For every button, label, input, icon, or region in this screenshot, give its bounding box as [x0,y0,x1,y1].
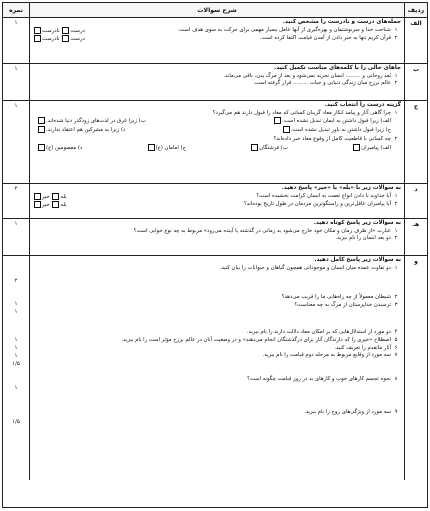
section-score: ۱ [14,221,18,227]
question-score: ۱ [14,309,18,315]
no-checkbox[interactable] [34,193,41,200]
section-title: جمله‌های درست و نادرست را مشخص کنید. [282,19,401,25]
question-item: ۵ اصطلاح «خیری را که دارندگان آثار برای درگذشتگان انجام می‌دهند» و در وضعیت آنان در عالم برزخ مؤثر است را نام ببرید. [121,336,398,343]
section-title: جاهای خالی را با کلمه‌های مناسب تکمیل کنید. [274,65,401,71]
section-dal [3,184,427,219]
section-letter: ج [404,101,427,183]
section-title: گزینه درست را انتخاب کنید. [324,102,401,108]
option-c: ج) امامان (ع) [155,144,186,151]
question-item: ۳ ترسیدن خداپرستان از مرگ به چه معناست؟ [294,301,398,308]
true-checkbox[interactable] [62,35,69,42]
option-a: الف) پیامبران [361,144,391,151]
option-c: ج) زیرا قبول داشتن به باور تبدیل نشده است. [290,126,391,133]
exam-sheet [2,2,428,508]
option-checkbox[interactable] [148,144,155,151]
section-score: ۱ [14,103,18,109]
option-checkbox[interactable] [353,144,360,151]
section-alef [3,18,427,64]
question-item: ۲ چه کسانی با قاطعیت کامل از وقوع معاد خبر داده‌اند؟ [273,136,398,143]
question-score: ۱/۵ [12,419,20,425]
section-letter: و [404,256,427,480]
section-title: به سوالات زیر پاسخ کامل دهید. [314,257,401,263]
section-title: به سوالات زیر با «بله» یا «خیر» پاسخ دهید. [281,185,401,191]
question-item: ۴ دو مورد از استدلال‌هایی که بر امکان معاد دلالت دارند را نام ببرید. [246,329,398,336]
question-score: ۱ [14,337,18,343]
option-checkbox[interactable] [251,144,258,151]
section-score: ۲ [14,186,18,192]
question-item: ۱ بُعد روحانی و ......... انسان تجزیه نمی‌شود و بعد از مرگ بدن، باقی می‌ماند. [223,72,398,79]
question-item: ۶ آثار ماتقدم را تعریف کنید. [334,344,398,351]
yes-checkbox[interactable] [52,201,59,208]
question-item: ۱ آیا خداوند با دادن انواع نعمت به انسان کرامت بخشیده است؟ بله خیر [33,193,401,202]
header-row-col: ردیف [404,3,427,17]
option-checkbox[interactable] [38,126,45,133]
option-checkbox[interactable] [38,117,45,124]
no-checkbox[interactable] [34,201,41,208]
section-he [3,219,427,256]
question-item: ۱ شناخت خدا و سرنوشتمان و بهره‌گیری از آنها عامل بسیار مهمی برای حرکت به سوی هدف است. درست نادرست [33,27,401,36]
question-item: ۲ قرآن کریم تنها به خبر دادن از آمدن قیامت اکتفا کرده است. درست نادرست [33,35,401,44]
question-item: ۱ عبارت «از ظرف زمان و مکان خود خارج می‌شود به زمانی در گذشته یا آینده می‌رود» مربوط به چه نوع خوابی است؟ [133,227,398,234]
question-item: ۸ نحوه تجسم کارهای خوب و کارهای بد در روز قیامت چگونه است؟ [247,375,398,382]
question-item: ۲ دو بعد انسان را نام ببرید. [335,235,398,242]
option-checkbox[interactable] [274,117,281,124]
question-item: ۲ آیا پیامبران عاقل‌ترین و راستگوترین مردمان در طول تاریخ بوده‌اند؟ بله خیر [33,201,401,210]
question-score: ۱ [14,353,18,359]
question-item: ۹ سه مورد از ویژگی‌های روح را نام ببرید. [304,409,398,416]
header-score-col: نمره [9,6,23,14]
question-score: ۱ [14,345,18,351]
false-checkbox[interactable] [34,35,41,42]
question-item: ۲ عالم برزخ میان زندگی دنیایی و حیات ......... قرار گرفته است. [253,80,398,87]
section-be [3,64,427,101]
section-letter: ب [404,64,427,100]
section-score: ۱ [14,66,18,72]
option-b: ب) فرشتگان [259,144,288,151]
question-score: ۱ [14,301,18,307]
false-checkbox[interactable] [34,27,41,34]
question-score: ۱ [14,385,18,391]
option-d: د) زیرا به مشرکین هم اعتقاد ندارند. [46,126,126,133]
question-score: ۲ [14,278,18,284]
option-checkbox[interactable] [38,144,45,151]
section-letter: د [404,184,427,218]
option-b: ب) زیرا غرق در لذت‌های زودگذر دنیا شده‌اند. [46,118,146,125]
header-question-col: شرح سوالات [29,3,404,17]
section-vav [3,256,427,480]
question-score: ۱/۵ [12,361,20,367]
question-item: ۲ شیطان معمولاً از چه راه‌هایی ما را فریب می‌دهد؟ [281,294,398,301]
section-score: ۱ [14,20,18,26]
option-checkbox[interactable] [283,126,290,133]
question-item: ۱ دو تفاوت عمده میان انسان و موجوداتی همچون گیاهان و حیوانات را بیان کنید. [219,264,398,271]
option-a: الف) زیرا قبول داشتن به ایمان تبدیل نشده است. [282,118,391,125]
table-header [3,3,427,18]
section-letter: الف [404,18,427,63]
yes-checkbox[interactable] [52,193,59,200]
option-d: د) معصومین (ع) [46,144,83,151]
section-title: به سوالات زیر پاسخ کوتاه دهید. [313,220,401,226]
section-jim [3,101,427,184]
section-letter: هـ [404,219,427,255]
true-checkbox[interactable] [62,27,69,34]
question-item: ۱ چرا گاهی آثار و پیامد انکار معاد گریبان کسانی که معاد را قبول دارند هم می‌گیرد؟ [212,109,398,116]
question-item: ۷ سه مورد از وقایع مربوط به مرحله دوم قیامت را نام ببرید. [262,352,398,359]
